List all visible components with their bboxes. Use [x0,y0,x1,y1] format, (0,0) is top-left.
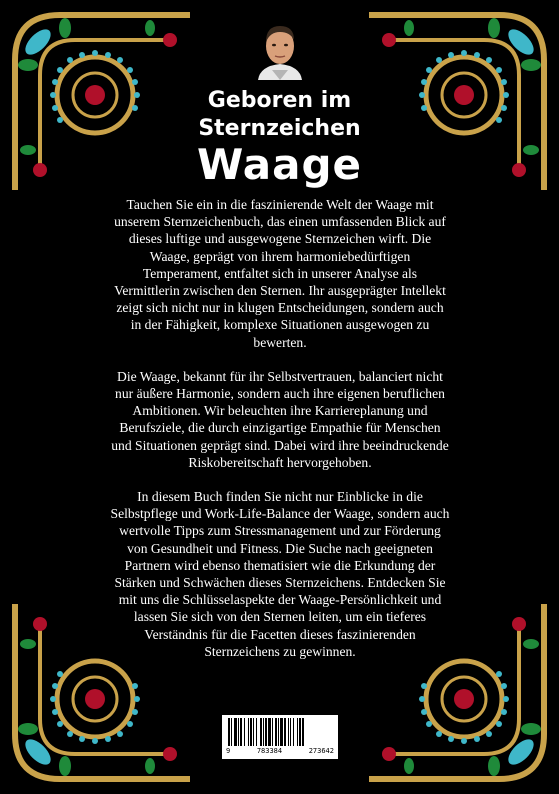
barcode-bar [268,718,271,746]
barcode-bar [228,718,230,746]
barcode-bar [275,718,277,746]
barcode-bar [280,718,283,746]
barcode-bar [302,718,304,746]
barcode-bar [299,718,301,746]
author-portrait [250,18,310,80]
barcode-bars [226,718,334,746]
blurb-text [110,196,450,677]
blurb-paragraph-1: Tauchen Sie ein in die faszinierende Welt der Waage mit unserem Sternzeichenbuch, das einen umfassenden Blick auf dieses luftige und ausgewogene Sternzeichen wirft. Die Waage, geprägt von ihrem harmoniebedürftigen Temperament, entfaltet sich in unserer Analyse als Vermittlerin zwischen den Sternen. Ihr ausgeprägter Intellekt zeigt sich nicht nur in klugen Entscheidungen, sondern auch in der Fähigkeit, komplexe Situationen ausgewogen zu bewerten. [114,197,446,350]
barcode-bar [240,718,242,746]
barcode-group-2: 273642 [308,747,334,755]
barcode-bar [238,718,239,746]
barcode-bar [293,718,294,746]
barcode-bar [288,718,289,746]
barcode-bar [260,718,262,746]
barcode-bar [297,718,298,746]
barcode-bar [253,718,254,746]
barcode-bar [250,718,252,746]
title-line-3: Waage [196,140,363,189]
barcode-bar [234,718,237,746]
barcode-prefix: 9 [226,747,231,755]
barcode-bar [290,718,291,746]
barcode-digits [226,747,334,755]
barcode-bar [284,718,286,746]
isbn-barcode [222,715,338,759]
title-line-1: Geboren im [207,88,352,113]
barcode-bar [248,718,249,746]
barcode-bar [256,718,257,746]
title-line-2: Sternzeichen [198,116,361,141]
barcode-bar [278,718,279,746]
barcode-bar [265,718,267,746]
barcode-group-1: 783384 [256,747,283,755]
barcode-bar [272,718,273,746]
blurb-paragraph-3: In diesem Buch finden Sie nicht nur Einblicke in die Selbstpflege und Work-Life-Balance der Waage, sondern auch wertvolle Tipps zum Stressmanagement und zur Förderung von Gesundheit und Fitness. Die Suche nach geeigneten Partnern wird ebenso thematisiert wie die Erkundung der Stärken und Schwächen dieses Sternzeichens. Entdecken Sie mit uns die Schlüsselaspekte der Waage-Persönlichkeit und lassen Sie sich von den Sternen leiten, um ein tieferes Verständnis für die Facetten dieses faszinierenden Sternzeichens zu gewinnen. [110,489,450,659]
barcode-bar [244,718,245,746]
blurb-paragraph-2: Die Waage, bekannt für ihr Selbstvertrauen, balanciert nicht nur äußere Harmonie, sondern auch ihre eigenen beruflichen Ambitionen. Wir beleuchten ihre Karriereplanung und Berufsziele, die durch einzigartige Empathie für Menschen und Situationen geprägt sind. Dabei wird ihre beeindruckende Riskobereitschaft hervorgehoben. [111,368,449,470]
barcode-bar [231,718,232,746]
barcode-bar [263,718,264,746]
